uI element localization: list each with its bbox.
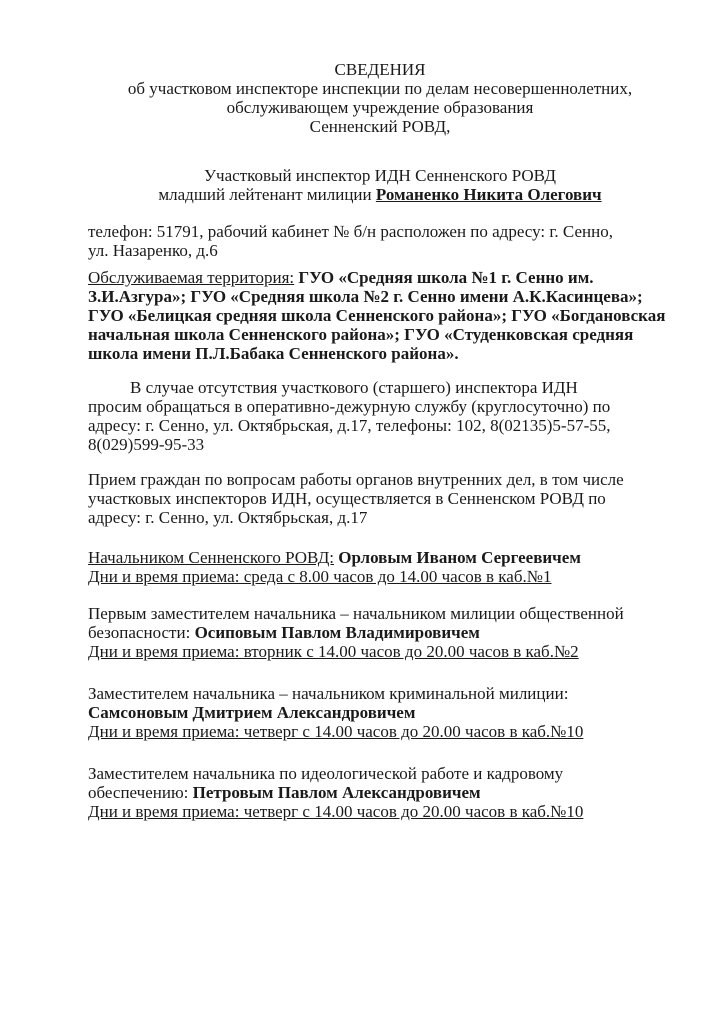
reception-line-3: адресу: г. Сенно, ул. Октябрьская, д.17	[88, 508, 368, 527]
chief-name: Орловым Иваном Сергеевичем	[338, 548, 581, 567]
chief-label: Начальником Сенненского РОВД:	[88, 548, 335, 567]
territory-line-5: школа имени П.Л.Бабака Сенненского района».	[88, 344, 459, 363]
deputy1-prefix: безопасности:	[88, 623, 191, 642]
absence-line-3: адресу: г. Сенно, ул. Октябрьская, д.17, телефоны: 102, 8(02135)5-57-55,	[88, 416, 611, 435]
territory-text-1: ГУО «Средняя школа №1 г. Сенно им.	[298, 268, 594, 287]
deputy3-block	[88, 764, 698, 821]
territory-line-3: ГУО «Белицкая средняя школа Сенненского района»; ГУО «Богдановская	[88, 306, 666, 325]
absence-line-1: В случае отсутствия участкового (старшего) инспектора ИДН	[130, 378, 578, 397]
absence-line-4: 8(029)599-95-33	[88, 435, 205, 454]
reception-line-1: Прием граждан по вопросам работы органов внутренних дел, в том числе	[88, 470, 624, 489]
deputy2-block	[88, 684, 698, 741]
deputy3-prefix: обеспечению:	[88, 783, 189, 802]
absence-block	[88, 378, 698, 454]
header-line-1: об участковом инспекторе инспекции по делам несовершеннолетних,	[127, 79, 633, 98]
contact-line-1: телефон: 51791, рабочий кабинет № б/н расположен по адресу: г. Сенно,	[88, 222, 613, 241]
chief-block	[88, 548, 698, 586]
inspector-block	[80, 166, 680, 204]
inspector-name: Романенко Никита Олегович	[375, 185, 602, 204]
territory-line-4: начальная школа Сенненского района»; ГУО «Студенковская средняя	[88, 325, 634, 344]
deputy1-name: Осиповым Павлом Владимировичем	[194, 623, 480, 642]
contact-line-2: ул. Назаренко, д.6	[88, 241, 218, 260]
deputy3-line-1: Заместителем начальника по идеологической работе и кадровому	[88, 764, 564, 783]
document-header	[60, 60, 700, 136]
territory-line-1	[88, 268, 698, 287]
deputy1-line-1: Первым заместителем начальника – начальником милиции общественной	[88, 604, 624, 623]
reception-line-2: участковых инспекторов ИДН, осуществляется в Сенненском РОВД по	[88, 489, 606, 508]
deputy2-line-1: Заместителем начальника – начальником криминальной милиции:	[88, 684, 569, 703]
deputy1-line-2	[88, 623, 698, 642]
territory-line-2: З.И.Азгура»; ГУО «Средняя школа №2 г. Сенно имени А.К.Касинцева»;	[88, 287, 643, 306]
deputy1-hours: Дни и время приема: вторник с 14.00 часов до 20.00 часов в каб.№2	[88, 642, 579, 661]
deputy3-line-2	[88, 783, 698, 802]
territory-label: Обслуживаемая территория:	[88, 268, 295, 287]
deputy1-block	[88, 604, 698, 661]
inspector-position: Участковый инспектор ИДН Сенненского РОВД	[204, 166, 556, 185]
deputy2-hours: Дни и время приема: четверг с 14.00 часов до 20.00 часов в каб.№10	[88, 722, 584, 741]
deputy3-hours: Дни и время приема: четверг с 14.00 часов до 20.00 часов в каб.№10	[88, 802, 584, 821]
deputy2-name: Самсоновым Дмитрием Александровичем	[88, 703, 416, 722]
territory-block	[88, 268, 698, 363]
document-title: СВЕДЕНИЯ	[334, 60, 426, 79]
absence-line-2: просим обращаться в оперативно-дежурную службу (круглосуточно) по	[88, 397, 611, 416]
header-line-2: обслуживающем учреждение образования	[226, 98, 534, 117]
contact-block	[88, 222, 698, 260]
reception-block	[88, 470, 698, 527]
header-line-3: Сенненский РОВД,	[309, 117, 451, 136]
inspector-rank: младший лейтенант милиции	[158, 185, 372, 204]
inspector-rank-line	[80, 185, 680, 204]
deputy3-name: Петровым Павлом Александровичем	[192, 783, 481, 802]
chief-hours: Дни и время приема: среда с 8.00 часов до 14.00 часов в каб.№1	[88, 567, 552, 586]
chief-line	[88, 548, 698, 567]
